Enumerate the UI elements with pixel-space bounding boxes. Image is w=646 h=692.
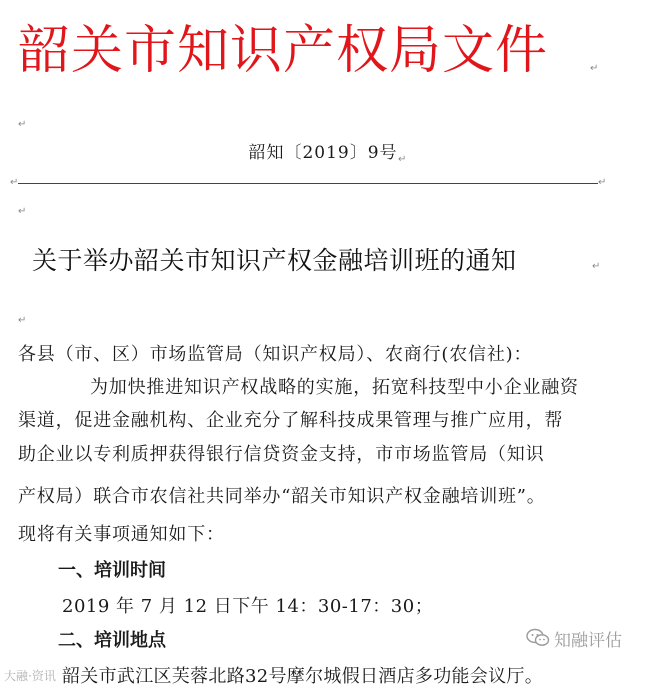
notice-title: 关于举办韶关市知识产权金融培训班的通知 — [32, 246, 517, 275]
paragraph-mark: ↵ — [590, 63, 599, 74]
wechat-icon — [526, 628, 550, 648]
body-line: 渠道，促进金融机构、企业充分了解科技成果管理与推广应用，帮 — [18, 410, 564, 431]
document-number: 韶知〔2019〕9号 — [248, 143, 398, 163]
document-header-title: 韶关市知识产权局文件 — [18, 21, 549, 81]
section-content: 2019 年 7 月 12 日下午 14：30-17：30； — [62, 596, 434, 617]
body-line: 助企业以专利质押获得银行信贷资金支持，市市场监管局（知识 — [18, 444, 545, 465]
section-content: 韶关市武江区芙蓉北路32号摩尔城假日酒店多功能会议厅。 — [62, 666, 544, 687]
body-line: 为加快推进知识产权战略的实施，拓宽科技型中小企业融资 — [90, 377, 579, 398]
watermark-right-text: 知融评估 — [554, 630, 622, 651]
paragraph-mark: ↵ — [18, 315, 27, 326]
paragraph-mark: ↵ — [18, 206, 27, 217]
paragraph-mark: ↵ — [598, 177, 607, 188]
paragraph-mark: ↵ — [398, 154, 407, 165]
body-line: 产权局）联合市农信社共同举办“韶关市知识产权金融培训班”。 — [18, 486, 546, 507]
body-line: 现将有关事项通知如下： — [18, 524, 225, 545]
section-heading: 一、培训时间 — [58, 560, 166, 581]
paragraph-mark: ↵ — [10, 177, 19, 188]
paragraph-mark: ↵ — [18, 119, 27, 130]
paragraph-mark: ↵ — [592, 261, 601, 272]
addressee-line: 各县（市、区）市场监管局（知识产权局）、农商行(农信社)： — [18, 344, 533, 365]
watermark-right — [526, 626, 622, 650]
watermark-left: 大融·资讯 — [4, 669, 56, 683]
header-divider-line — [18, 183, 598, 184]
section-heading: 二、培训地点 — [58, 630, 166, 651]
